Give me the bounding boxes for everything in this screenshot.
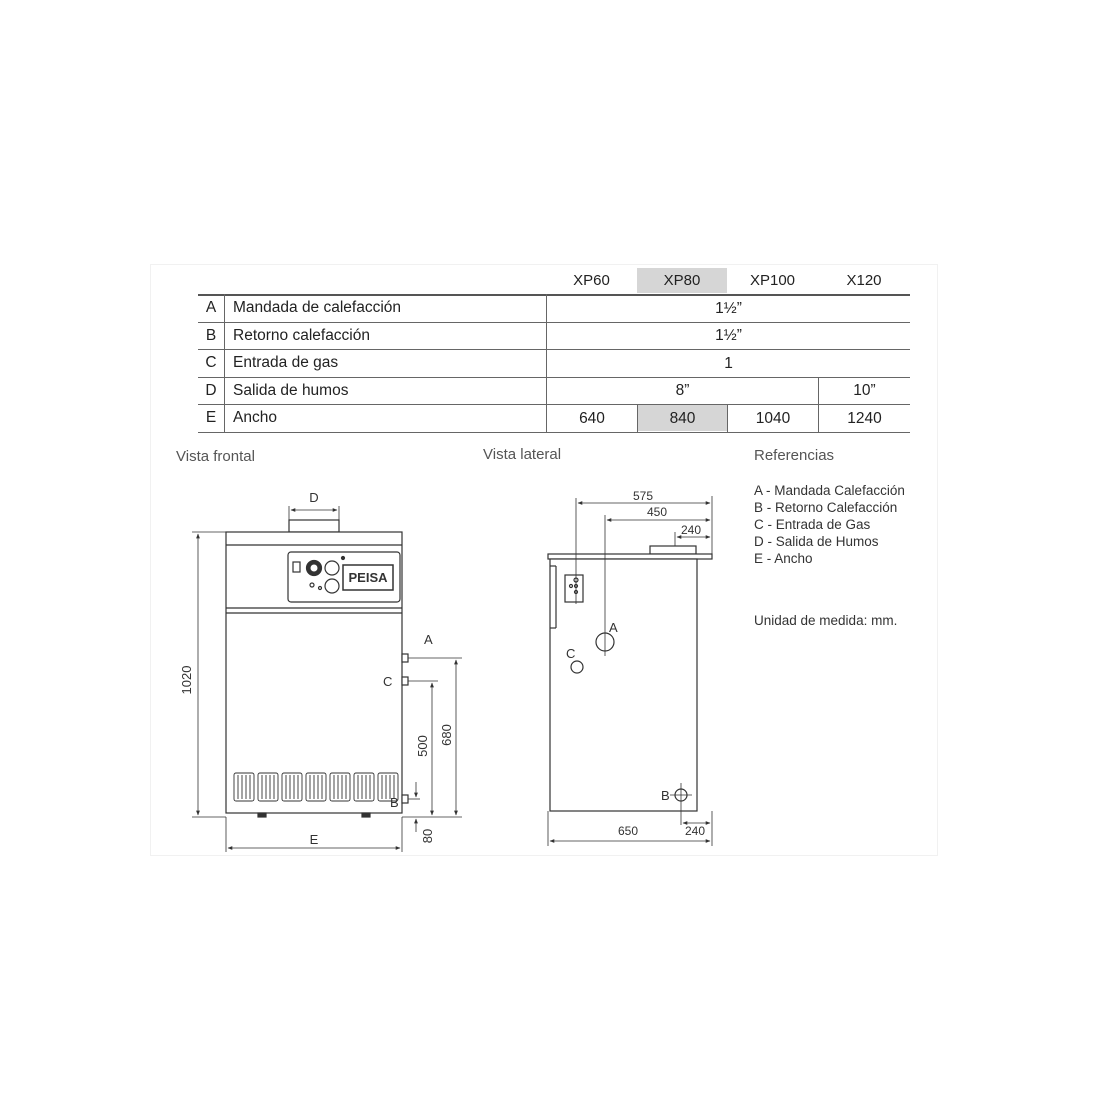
model-header: X120 (846, 272, 882, 289)
row-value: 10” (853, 382, 876, 399)
row-value: 1040 (755, 409, 791, 427)
model-header: XP80 (637, 268, 727, 293)
unit-note: Unidad de medida: mm. (754, 613, 898, 628)
label-conn-b: B (390, 795, 399, 810)
row-key: A (205, 299, 217, 316)
connection-b (402, 795, 408, 803)
connection-a (402, 654, 408, 662)
label-side-a: A (609, 620, 618, 635)
flue-outlet (289, 520, 339, 532)
row-key: D (205, 381, 217, 399)
reference-item: B - Retorno Calefacción (754, 500, 898, 515)
row-value: 640 (579, 409, 605, 427)
row-value: 1 (724, 354, 733, 372)
row-label: Retorno calefacción (233, 326, 370, 344)
reference-item: A - Mandada Calefacción (754, 483, 905, 498)
dim-240-bottom: 240 (684, 824, 706, 838)
dim-240-top: 240 (680, 523, 702, 537)
row-key: B (205, 326, 217, 344)
dim-500: 500 (415, 735, 430, 757)
flue-outlet-side (650, 546, 696, 554)
label-side-b: B (661, 788, 670, 803)
row-key: C (205, 354, 217, 371)
dim-680: 680 (439, 724, 454, 746)
label-width-e: E (309, 832, 319, 847)
row-value: 1240 (847, 409, 882, 427)
reference-item: C - Entrada de Gas (754, 517, 871, 532)
model-header: XP60 (573, 272, 610, 289)
row-value: 8” (675, 382, 690, 399)
connection-c (402, 677, 408, 685)
dim-650: 650 (617, 824, 639, 838)
connection-c-side (571, 661, 583, 673)
top-cover (548, 554, 712, 559)
references-title: Referencias (754, 447, 835, 464)
dim-575: 575 (632, 489, 654, 503)
front-view-title: Vista frontal (176, 448, 255, 465)
reference-item: E - Ancho (754, 551, 813, 566)
row-value: 840 (638, 405, 727, 432)
label-flue-d: D (309, 490, 319, 505)
row-label: Mandada de calefacción (233, 299, 402, 316)
model-header: XP100 (749, 272, 796, 289)
front-view (192, 506, 462, 852)
label-conn-a: A (424, 632, 433, 647)
dim-80: 80 (420, 828, 435, 844)
row-label: Ancho (233, 409, 277, 426)
reference-item: D - Salida de Humos (754, 534, 879, 549)
side-view (548, 496, 712, 846)
dim-450: 450 (646, 505, 668, 519)
brand-logo: PEISA (348, 570, 388, 585)
row-value: 1½” (715, 327, 742, 344)
row-value: 1½” (715, 299, 742, 317)
side-view-title: Vista lateral (483, 446, 562, 463)
row-label: Entrada de gas (233, 354, 339, 371)
row-label: Salida de humos (233, 381, 349, 399)
row-key: E (205, 409, 217, 426)
label-side-c: C (566, 646, 576, 661)
label-conn-c: C (383, 674, 393, 689)
dim-height-1020: 1020 (179, 665, 194, 695)
